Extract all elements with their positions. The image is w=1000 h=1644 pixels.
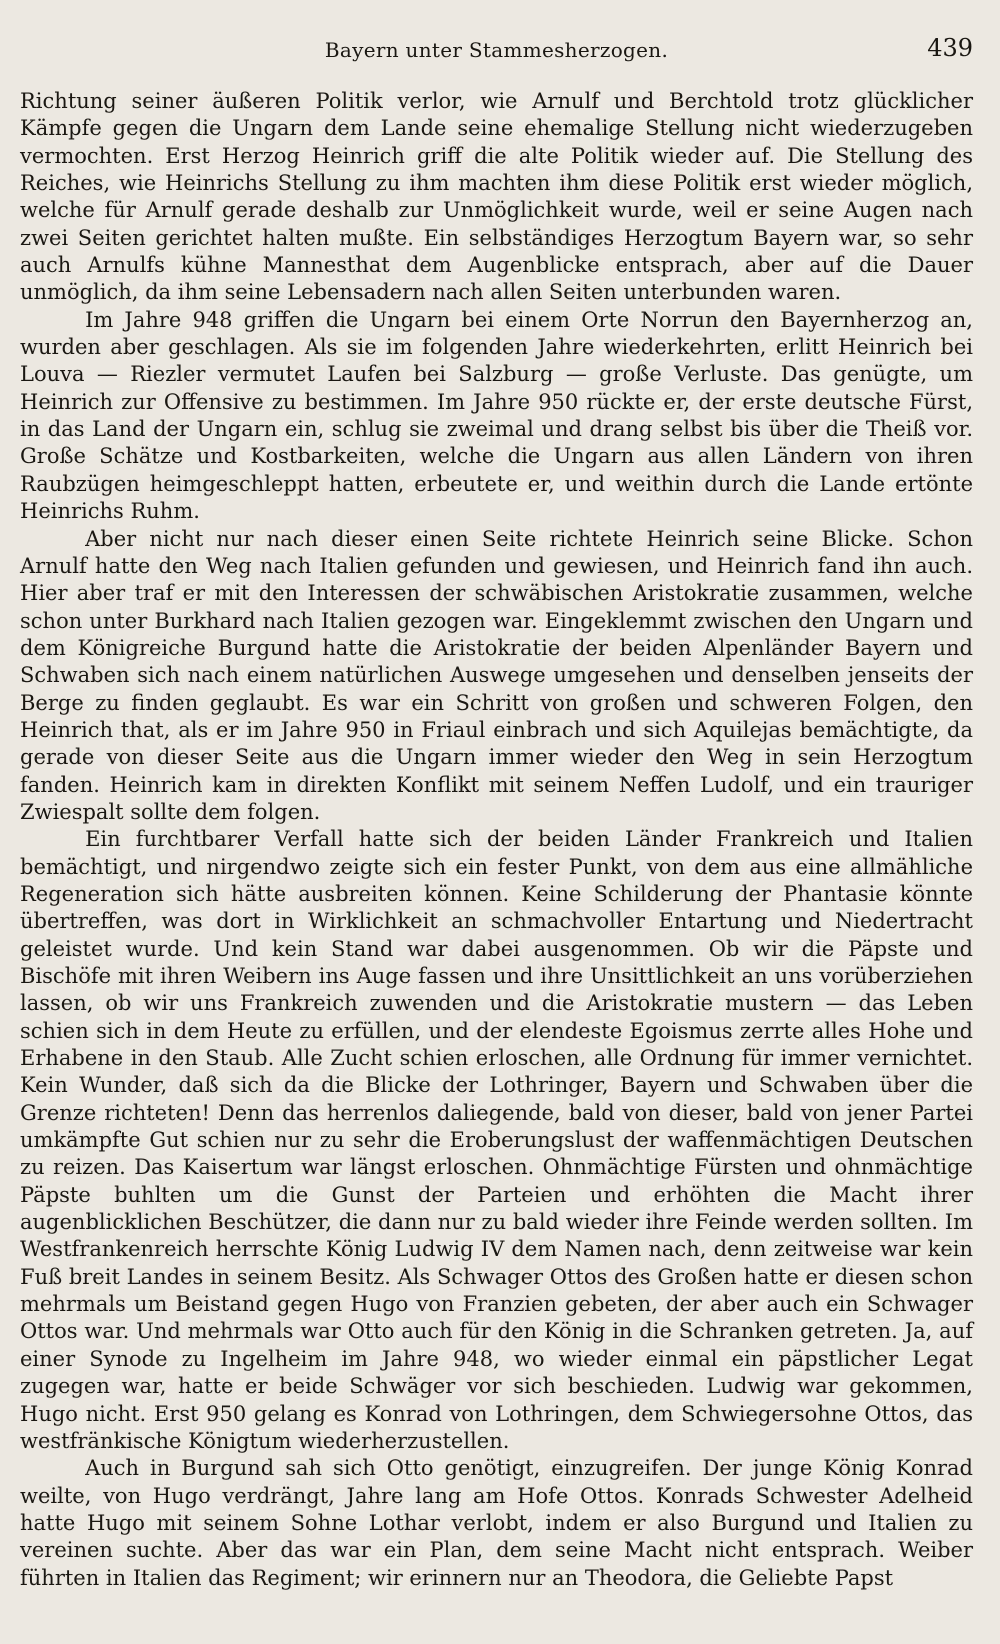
paragraph-5: Auch in Burgund sah sich Otto genötigt, einzugreifen. Der junge König Konrad weilte, von Hugo verdrängt, Jahre lang am Hofe Ottos. Konrads Schwester Adelheid hatte Hugo mit seinem Sohne Lothar verlobt, indem er also Burgund und Italien zu vereinen suchte. Aber das war ein Plan, dem seine Macht nicht entsprach. Weiber führten in Italien das Regiment; wir erinnern nur an Theodora, die Geliebte Papst: [20, 1456, 973, 1590]
paragraph-2: Im Jahre 948 griffen die Ungarn bei einem Orte Norrun den Bayernherzog an, wurden aber geschlagen. Als sie im folgenden Jahre wiederkehrten, erlitt Heinrich bei Louva — Riezler vermutet Laufen bei Salzburg — große Verluste. Das genügte, um Heinrich zur Offensive zu bestimmen. Im Jahre 950 rückte er, der erste deutsche Fürst, in das Land der Ungarn ein, schlug sie zweimal und drang selbst bis über die Theiß vor. Große Schätze und Kostbarkeiten, welche die Ungarn aus allen Ländern von ihren Raubzügen heimgeschleppt hatten, erbeutete er, und weithin durch die Lande ertönte Heinrichs Ruhm.: [20, 307, 973, 524]
page-number: 439: [927, 34, 973, 62]
paragraph-1: Richtung seiner äußeren Politik verlor, wie Arnulf und Berchtold trotz glücklicher Kämpfe gegen die Ungarn dem Lande seine ehemalige Stellung nicht wiederzugeben vermochten. Erst Herzog Heinrich griff die alte Politik wieder auf. Die Stellung des Reiches, wie Heinrichs Stellung zu ihm machten ihm diese Politik erst wieder möglich, welche für Arnulf gerade deshalb zur Unmöglichkeit wurde, weil er seine Augen nach zwei Seiten gerichtet halten mußte. Ein selbständiges Herzogtum Bayern war, so sehr auch Arnulfs kühne Mannesthat dem Augenblicke entsprach, aber auf die Dauer unmöglich, da ihm seine Lebensadern nach allen Seiten unterbunden waren.: [20, 89, 973, 305]
paragraph-4: Ein furchtbarer Verfall hatte sich der beiden Länder Frankreich und Italien bemächtigt, und nirgendwo zeigte sich ein fester Punkt, von dem aus eine allmähliche Regeneration sich hätte ausbreiten können. Keine Schilderung der Phantasie könnte übertreffen, was dort in Wirklichkeit an schmachvoller Entartung und Niedertracht geleistet wurde. Und kein Stand war dabei ausgenommen. Ob wir die Päpste und Bischöfe mit ihren Weibern ins Auge fassen und ihre Unsittlichkeit an uns vorüberziehen lassen, ob wir uns Frankreich zuwenden und die Aristokratie mustern — das Leben schien sich in dem Heute zu erfüllen, und der elendeste Egoismus zerrte alles Hohe und Erhabene in den Staub. Alle Zucht schien erloschen, alle Ordnung für immer vernichtet. Kein Wunder, daß sich da die Blicke der Lothringer, Bayern und Schwaben über die Grenze richteten! Denn das herrenlos daliegende, bald von dieser, bald von jener Partei umkämpfte Gut schien nur zu sehr die Eroberungslust der waffenmächtigen Deutschen zu reizen. Das Kaisertum war längst erloschen. Ohnmächtige Fürsten und ohnmächtige Päpste buhlten um die Gunst der Parteien und erhöhten die Macht ihrer augenblicklichen Beschützer, die dann nur zu bald wieder ihre Feinde werden sollten. Im Westfrankenreich herrschte König Ludwig IV dem Namen nach, denn zeitweise war kein Fuß breit Landes in seinem Besitz. Als Schwager Ottos des Großen hatte er diesen schon mehrmals um Beistand gegen Hugo von Franzien gebeten, der aber auch ein Schwager Ottos war. Und mehrmals war Otto auch für den König in die Schranken getreten. Ja, auf einer Synode zu Ingelheim im Jahre 948, wo wieder einmal ein päpstlicher Legat zugegen war, hatte er beide Schwäger vor sich beschieden. Ludwig war gekommen, Hugo nicht. Erst 950 gelang es Konrad von Lothringen, dem Schwiegersohne Ottos, das westfränkische Königtum wiederherzustellen.: [20, 827, 973, 1453]
paragraph-3: Aber nicht nur nach dieser einen Seite richtete Heinrich seine Blicke. Schon Arnulf hatte den Weg nach Italien gefunden und gewiesen, und Heinrich fand ihn auch. Hier aber traf er mit den Interessen der schwäbischen Aristokratie zusammen, welche schon unter Burkhard nach Italien gezogen war. Eingeklemmt zwischen den Ungarn und dem Königreiche Burgund hatte die Aristokratie der beiden Alpenländer Bayern und Schwaben sich nach einem natürlichen Auswege umgesehen und denselben jenseits der Berge zu finden geglaubt. Es war ein Schritt von großen und schweren Folgen, den Heinrich that, als er im Jahre 950 in Friaul einbrach und sich Aquilejas bemächtigte, da gerade von dieser Seite aus die Ungarn immer wieder den Weg in sein Herzogtum fanden. Heinrich kam in direkten Konflikt mit seinem Neffen Ludolf, und ein trauriger Zwiespalt sollte dem folgen.: [20, 526, 973, 824]
body-text: [20, 88, 973, 1592]
running-head: [20, 30, 973, 70]
running-title: Bayern unter Stammesherzogen.: [324, 38, 669, 62]
